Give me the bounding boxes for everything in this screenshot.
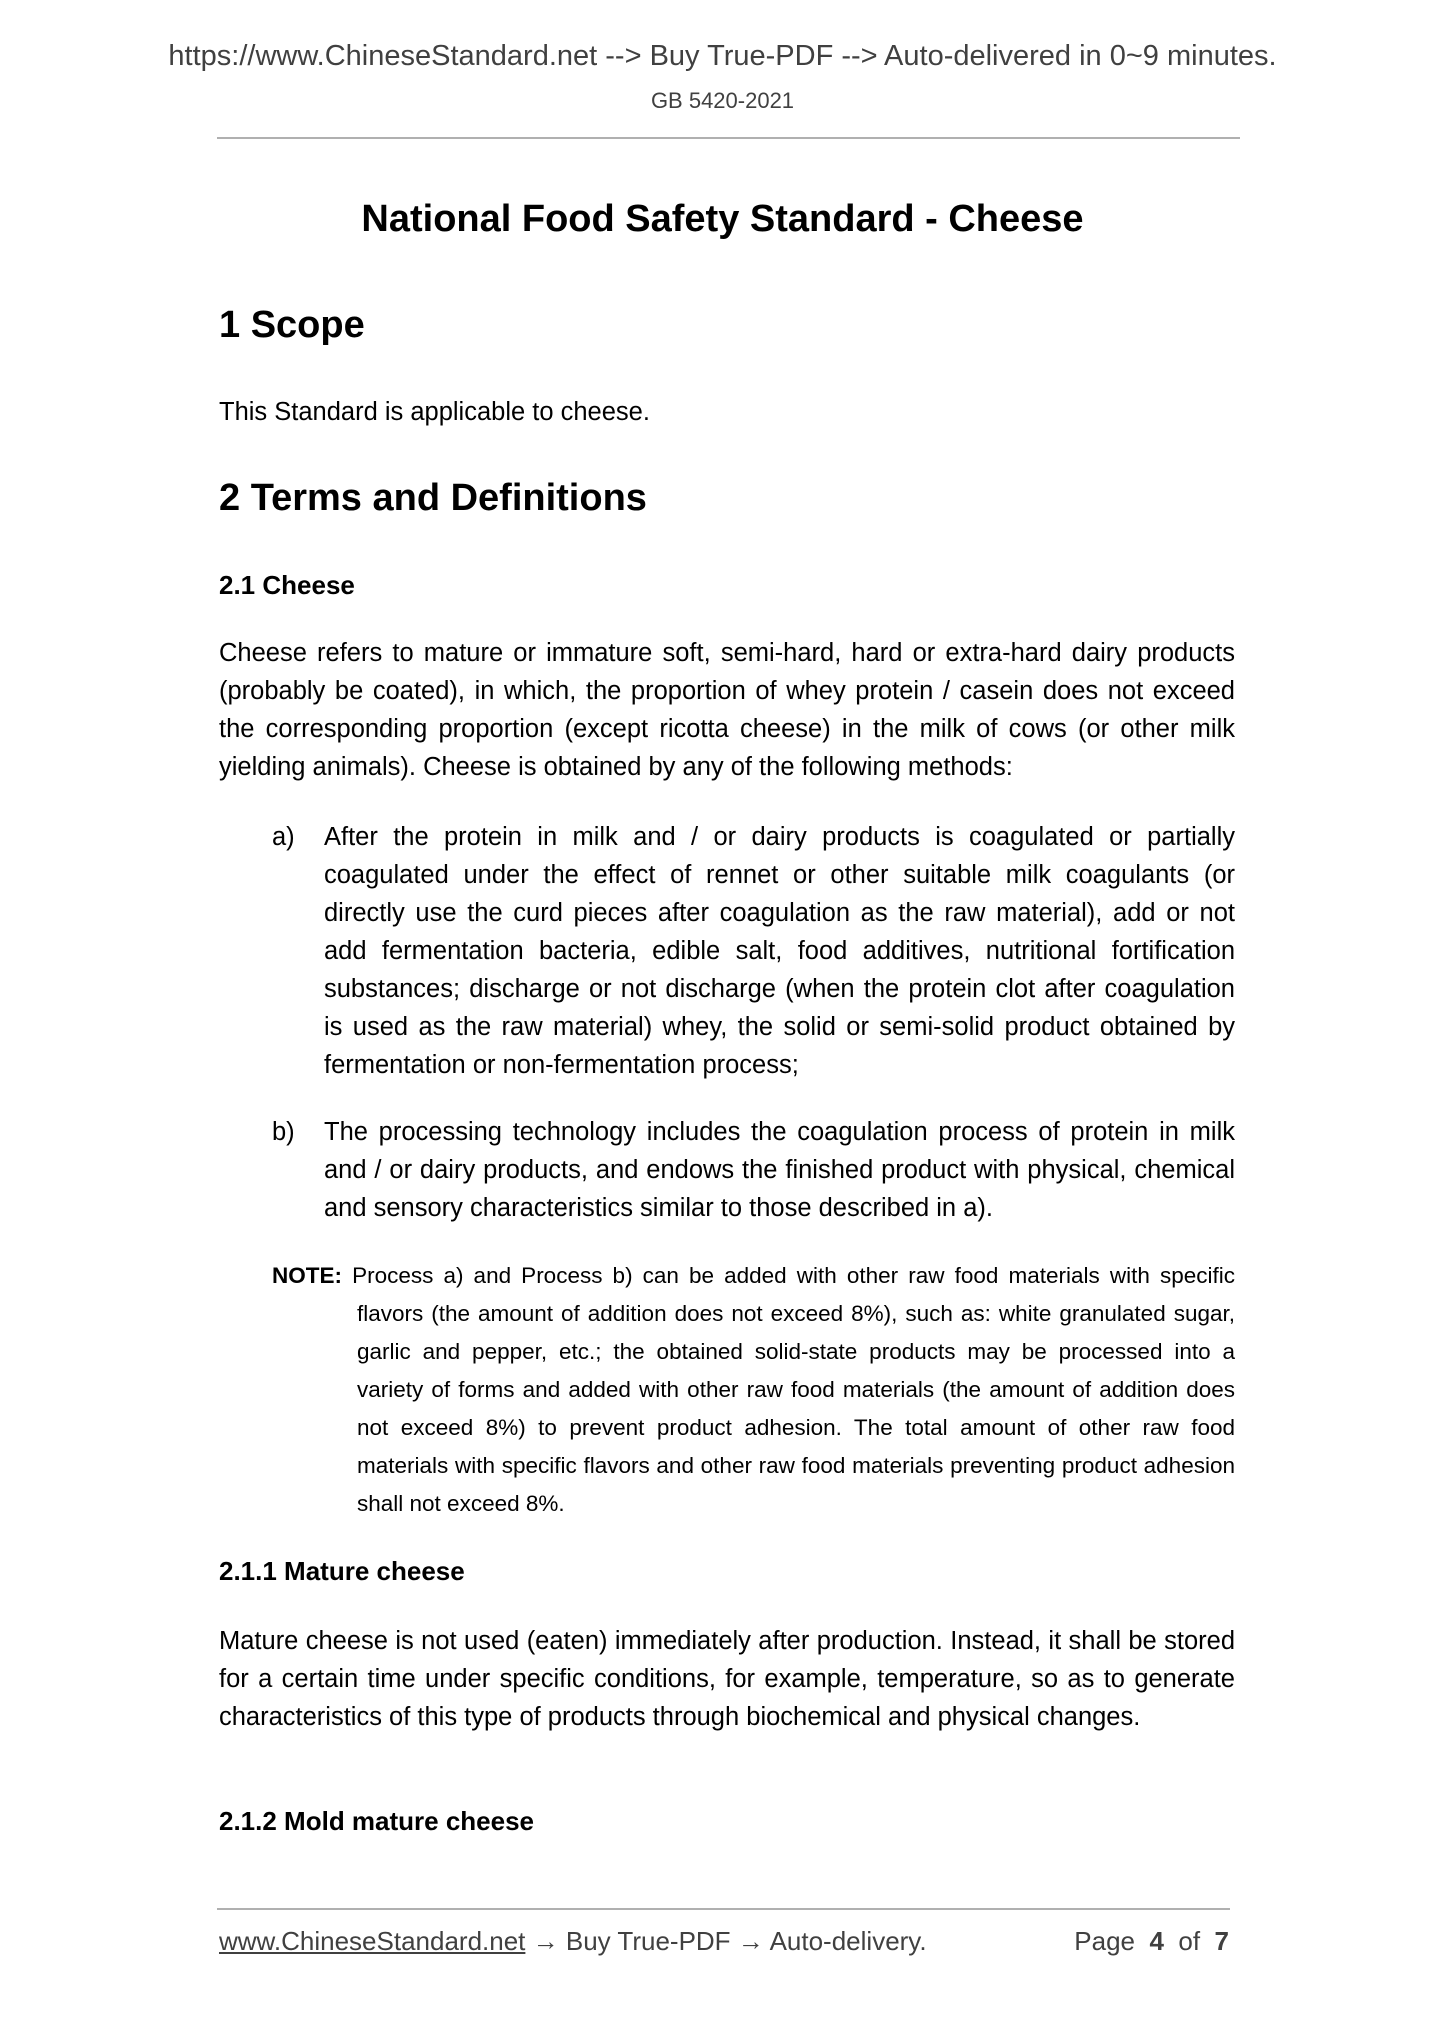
scope-text: This Standard is applicable to cheese. xyxy=(219,398,650,426)
note xyxy=(272,1257,1235,1523)
heading-terms: 2 Terms and Definitions xyxy=(219,477,647,519)
list-text: The processing technology includes the coagulation process of protein in milk and / or dairy products, and endows the finished product with physical, chemical and sensory characteristics similar to those described in a). xyxy=(324,1118,1235,1222)
note-text: Process a) and Process b) can be added with other raw food materials with specific flavors (the amount of addition does not exceed 8%), such as: white granulated sugar, garlic and pepper, etc.; the obtained solid-state products may be processed into a variety of forms and added with other raw food materials (the amount of addition does not exceed 8%) to prevent product adhesion. The total amount of other raw food materials with specific flavors and other raw food materials preventing product adhesion shall not exceed 8%. xyxy=(352,1263,1235,1516)
footer-divider xyxy=(217,1908,1230,1910)
heading-mature-cheese: 2.1.1 Mature cheese xyxy=(219,1556,465,1586)
cheese-definition: Cheese refers to mature or immature soft, semi-hard, hard or extra-hard dairy products (probably be coated), in which, the proportion of whey protein / casein does not exceed the corresponding proportion (except ricotta cheese) in the milk of cows (or other milk yielding animals). Cheese is obtained by any of the following methods: xyxy=(219,639,1235,781)
list-item-a xyxy=(272,818,1235,1084)
list-label: b) xyxy=(272,1118,295,1146)
page-total: 7 xyxy=(1214,1926,1229,1956)
list-text: After the protein in milk and / or dairy products is coagulated or partially coagulated under the effect of rennet or other suitable milk coagulants (or directly use the curd pieces after coagulation as the raw material), add or not add fermentation bacteria, edible salt, food additives, nutritional fortification substances; discharge or not discharge (when the protein clot after coagulation is used as the raw material) whey, the solid or semi-solid product obtained by fermentation or non-fermentation process; xyxy=(324,823,1235,1079)
footer-link[interactable]: www.ChineseStandard.net xyxy=(219,1926,526,1956)
footer xyxy=(219,1926,1229,1957)
heading-mold-mature-cheese: 2.1.2 Mold mature cheese xyxy=(219,1806,535,1836)
footer-text: → Buy True-PDF → Auto-delivery. xyxy=(525,1926,927,1956)
mature-cheese-text: Mature cheese is not used (eaten) immediately after production. Instead, it shall be stored for a certain time under specific conditions, for example, temperature, so as to generate characteristics of this type of products through biochemical and physical changes. xyxy=(219,1627,1235,1731)
header-banner: https://www.ChineseStandard.net --> Buy True-PDF --> Auto-delivered in 0~9 minutes. xyxy=(168,40,1277,72)
heading-cheese: 2.1 Cheese xyxy=(219,570,355,600)
list-label: a) xyxy=(272,823,295,851)
header-divider xyxy=(217,137,1240,139)
of-label: of xyxy=(1178,1926,1201,1956)
heading-scope: 1 Scope xyxy=(219,304,365,346)
page-indicator xyxy=(1074,1926,1229,1957)
page-title: National Food Safety Standard - Cheese xyxy=(361,198,1084,240)
page-number: 4 xyxy=(1149,1926,1164,1956)
note-label: NOTE: xyxy=(272,1263,342,1288)
list-item-b xyxy=(272,1113,1235,1227)
page-label: Page xyxy=(1074,1926,1136,1956)
standard-number: GB 5420-2021 xyxy=(650,88,795,113)
